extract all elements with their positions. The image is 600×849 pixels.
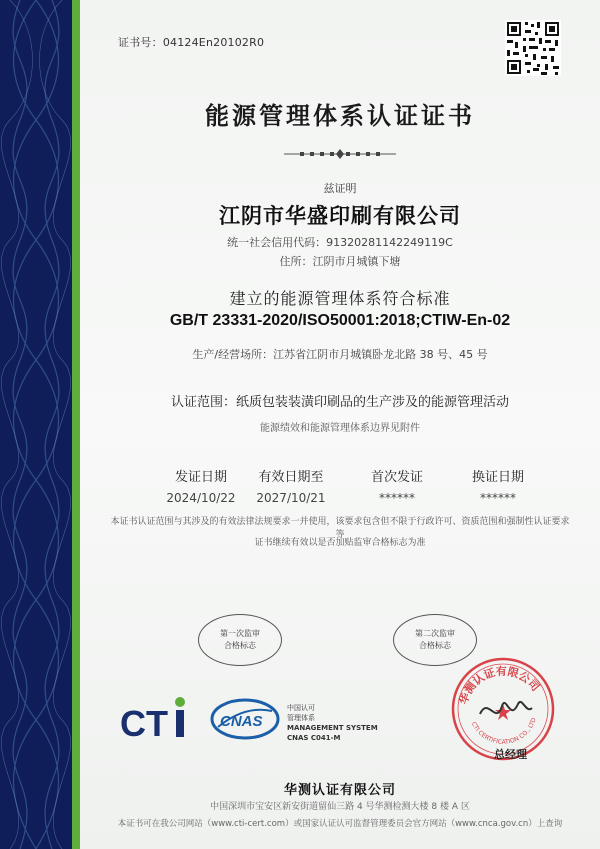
credit-code	[80, 234, 600, 250]
renewal-date	[443, 466, 553, 505]
credit-code-label: 统一社会信用代码：	[227, 236, 327, 249]
ornament-divider	[280, 146, 400, 160]
site-value: 江苏省江阴市月城镇卧龙北路 38 号、45 号	[273, 348, 488, 361]
valid-until	[236, 466, 346, 505]
certificate-title: 能源管理体系认证证书	[205, 102, 475, 130]
address-label: 住所：	[279, 255, 313, 268]
cnas-line4: CNAS C041-M	[287, 734, 341, 742]
cnas-accreditation-text	[287, 703, 378, 743]
certificate-number-label: 证书号：	[118, 36, 163, 49]
credit-code-value: 91320281142249119C	[326, 236, 453, 249]
seal-top-text: 华测认证有限公司	[456, 664, 542, 706]
seal-bottom-text: CTI CERTIFICATION CO., LTD	[469, 717, 538, 746]
issue-date-value: 2024/10/22	[166, 491, 236, 505]
hereby-certify: 兹证明	[323, 182, 357, 195]
first-issue	[342, 466, 452, 505]
svg-text:CT: CT	[120, 703, 168, 744]
green-stripe	[72, 0, 80, 849]
cnas-line1: 中国认可	[287, 704, 315, 712]
certificate-number	[118, 34, 264, 50]
second-surveillance-line1: 第二次监审	[415, 629, 455, 638]
cnas-line3: MANAGEMENT SYSTEM	[287, 724, 378, 732]
standard-code: GB/T 23331-2020/ISO50001:2018;CTIW-En-02	[169, 312, 511, 329]
scope-value: 纸质包装装潢印刷品的生产涉及的能源管理活动	[236, 395, 510, 410]
first-surveillance-mark	[198, 614, 282, 666]
issuer-name: 华测认证有限公司	[283, 783, 396, 798]
site-label: 生产/经营场所：	[192, 348, 274, 361]
issuer-address: 中国深圳市宝安区新安街道留仙三路 4 号华测检测大楼 8 楼 A 区	[210, 802, 470, 812]
cti-logo	[120, 692, 195, 746]
valid-until-label: 有效日期至	[258, 470, 324, 485]
first-surveillance-line1: 第一次监审	[220, 629, 260, 638]
renewal-date-label: 换证日期	[471, 470, 524, 485]
certificate-number-value: 04124En20102R0	[162, 36, 265, 49]
svg-text:华测认证有限公司	[456, 664, 543, 706]
surveillance-note: 证书继续有效以是否加贴监审合格标志为准	[254, 538, 426, 548]
first-surveillance-line2: 合格标志	[224, 641, 256, 650]
address-value: 江阴市月城镇下塘	[312, 255, 401, 268]
second-surveillance-line2: 合格标志	[419, 641, 451, 650]
company-name: 江阴市华盛印刷有限公司	[219, 204, 461, 228]
svg-text:CNAS: CNAS	[220, 713, 263, 730]
appendix-note: 能源绩效和能源管理体系边界见附件	[260, 423, 420, 434]
certification-scope	[80, 391, 600, 410]
validity-note: 本证书认证范围与其涉及的有效法律法规要求一并使用，该要求包含但不限于行政许可、资质范围和强制性认证要求等	[110, 517, 570, 540]
cnas-logo	[210, 697, 280, 741]
cnas-line2: 管理体系	[287, 714, 315, 722]
verification-note: 本证书可在我公司网站（www.cti-cert.com）或国家认证认可监督管理委员会官方网站（www.cnca.gov.cn）上查询	[117, 819, 563, 829]
first-issue-label: 首次发证	[370, 470, 423, 485]
issue-date-label: 发证日期	[174, 470, 227, 485]
production-site	[80, 346, 600, 362]
company-address	[80, 253, 600, 269]
decorative-border	[0, 0, 72, 849]
established-statement: 建立的能源管理体系符合标准	[229, 289, 451, 308]
renewal-date-value: ******	[480, 491, 516, 505]
general-manager-title: 总经理	[494, 748, 527, 761]
first-issue-value: ******	[379, 491, 415, 505]
scope-label: 认证范围：	[170, 395, 236, 410]
valid-until-value: 2027/10/21	[256, 491, 326, 505]
qr-code	[505, 20, 561, 76]
